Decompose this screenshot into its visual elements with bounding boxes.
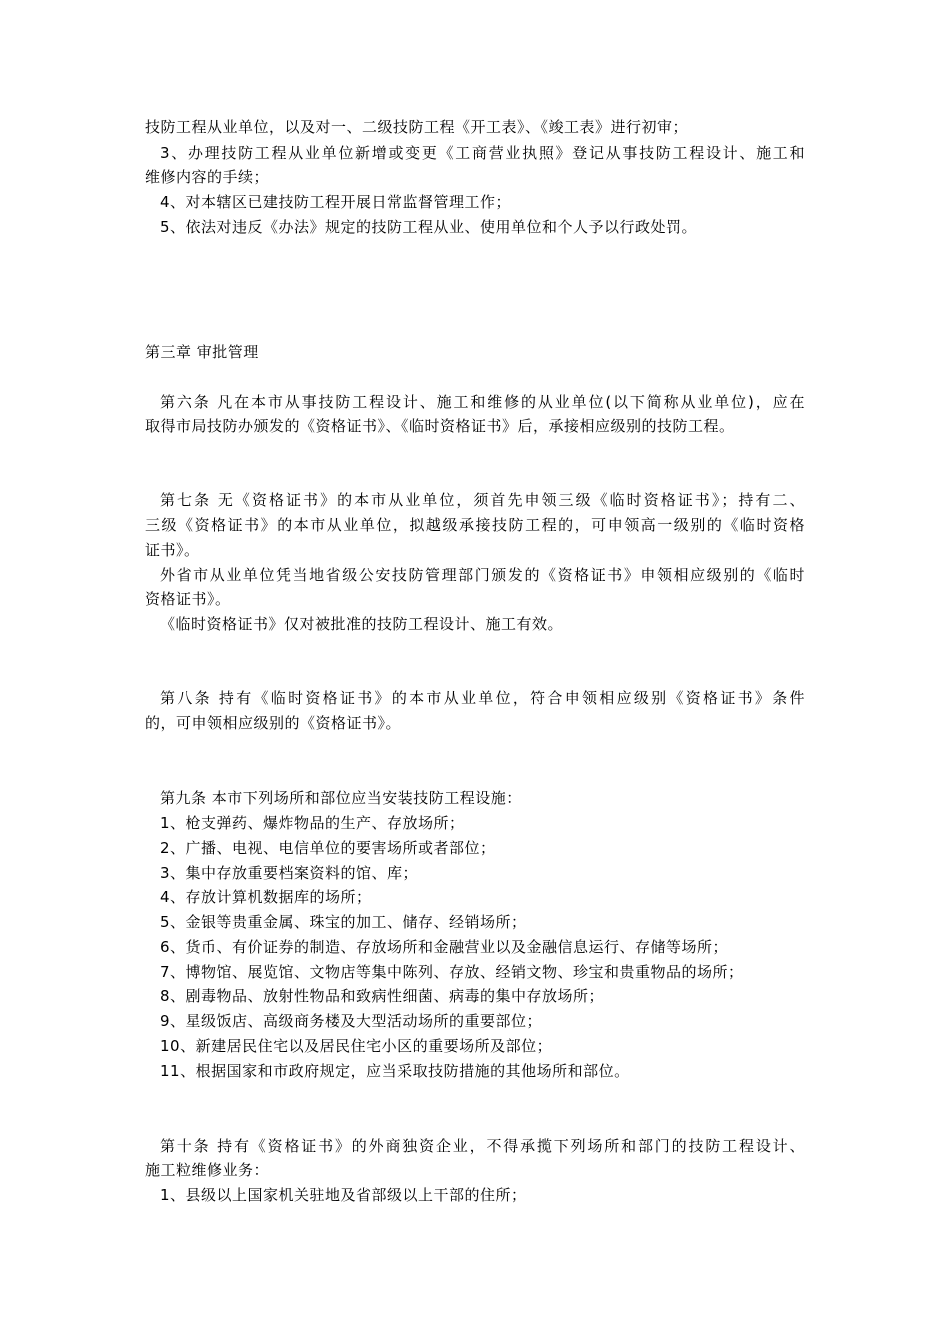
article-6-line-1: 第六条 凡在本市从事技防工程设计、施工和维修的从业单位(以下简称从业单位)，应在 (160, 393, 805, 411)
article-9-item-10: 10、新建居民住宅以及居民住宅小区的重要场所及部位； (160, 1037, 553, 1055)
article-7-line-1: 第七条 无《资格证书》的本市从业单位，须首先申领三级《临时资格证书》；持有二、 (160, 491, 805, 509)
article-9-item-3: 3、集中存放重要档案资料的馆、库； (160, 864, 419, 882)
article-9-item-8: 8、剧毒物品、放射性物品和致病性细菌、病毒的集中存放场所； (160, 987, 605, 1005)
article-9-item-2: 2、广播、电视、电信单位的要害场所或者部位； (160, 839, 496, 857)
article-6-line-2: 取得市局技防办颁发的《资格证书》、《临时资格证书》后，承接相应级别的技防工程。 (145, 417, 735, 435)
intro-line-3: 维修内容的手续； (145, 168, 270, 186)
article-7-line-6: 《临时资格证书》仅对被批准的技防工程设计、施工有效。 (160, 615, 564, 633)
article-7-line-4: 外省市从业单位凭当地省级公安技防管理部门颁发的《资格证书》申领相应级别的《临时 (160, 566, 805, 584)
article-7-line-3: 证书》。 (145, 541, 200, 559)
article-9-item-9: 9、星级饭店、高级商务楼及大型活动场所的重要部位； (160, 1012, 543, 1030)
article-9-item-11: 11、根据国家和市政府规定，应当采取技防措施的其他场所和部位。 (160, 1062, 630, 1080)
intro-line-5: 5、依法对违反《办法》规定的技防工程从业、使用单位和个人予以行政处罚。 (160, 218, 698, 236)
article-9-item-5: 5、金银等贵重金属、珠宝的加工、储存、经销场所； (160, 913, 527, 931)
intro-line-4: 4、对本辖区已建技防工程开展日常监督管理工作； (160, 193, 512, 211)
article-9-item-7: 7、博物馆、展览馆、文物店等集中陈列、存放、经销文物、珍宝和贵重物品的场所； (160, 963, 744, 981)
article-10-item-1: 1、县级以上国家机关驻地及省部级以上干部的住所； (160, 1186, 527, 1204)
article-8-line-2: 的，可申领相应级别的《资格证书》。 (145, 714, 402, 732)
intro-line-1: 技防工程从业单位，以及对一、二级技防工程《开工表》、《竣工表》进行初审； (145, 118, 689, 136)
article-9-item-6: 6、货币、有价证券的制造、存放场所和金融营业以及金融信息运行、存储等场所； (160, 938, 729, 956)
article-7-line-5: 资格证书》。 (145, 590, 231, 608)
article-9-item-1: 1、枪支弹药、爆炸物品的生产、存放场所； (160, 814, 465, 832)
article-9-item-4: 4、存放计算机数据库的场所； (160, 888, 372, 906)
article-8-line-1: 第八条 持有《临时资格证书》的本市从业单位，符合申领相应级别《资格证书》条件 (160, 689, 805, 707)
intro-line-2: 3、办理技防工程从业单位新增或变更《工商营业执照》登记从事技防工程设计、施工和 (160, 144, 805, 162)
article-7-line-2: 三级《资格证书》的本市从业单位，拟越级承接技防工程的，可申领高一级别的《临时资格 (145, 516, 805, 534)
article-9-heading: 第九条 本市下列场所和部位应当安装技防工程设施： (160, 789, 522, 807)
chapter-title: 第三章 审批管理 (145, 343, 259, 361)
article-10-line-2: 施工粒维修业务： (145, 1161, 270, 1179)
article-10-line-1: 第十条 持有《资格证书》的外商独资企业，不得承揽下列场所和部门的技防工程设计、 (160, 1137, 805, 1155)
